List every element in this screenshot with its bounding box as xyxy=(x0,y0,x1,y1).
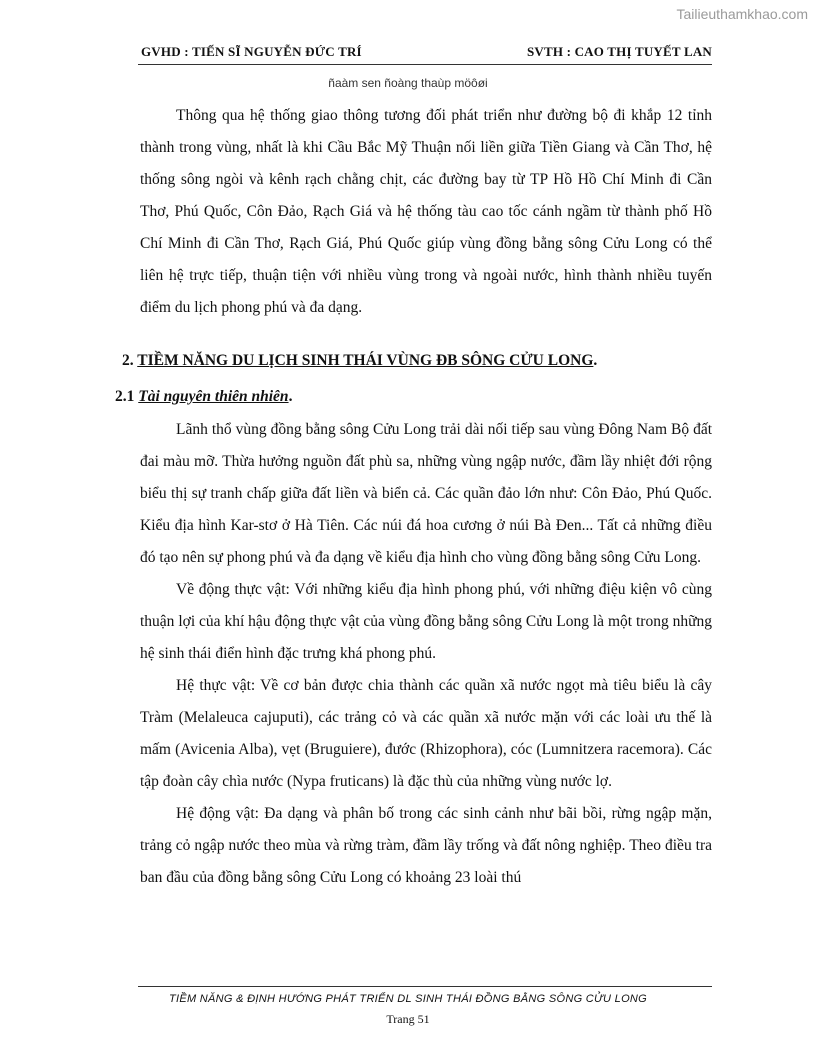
footer-title: TIỀM NĂNG & ĐỊNH HƯỚNG PHÁT TRIỂN DL SINH THÁI ĐỒNG BẰNG SÔNG CỬU LONG xyxy=(168,993,648,1005)
paragraph-fauna-flora: Về động thực vật: Với những kiểu địa hình phong phú, với những điệu kiện vô cùng thuận lợi của khí hậu động thực vật của vùng đồng bằng sông Cửu Long là một trong những hệ sinh thái điển hình đặc trưng khá phong phú. xyxy=(140,581,712,662)
subsection-heading xyxy=(115,388,292,406)
intro-paragraph: Thông qua hệ thống giao thông tương đối phát triển như đường bộ đi khắp 12 tỉnh thành trong vùng, nhất là khi Cầu Bắc Mỹ Thuận nối liền giữa Tiền Giang và Cần Thơ, hệ thống sông ngòi và kênh rạch chằng chịt, các đường bay từ TP Hồ Hồ Chí Minh đi Cần Thơ, Phú Quốc, Côn Đảo, Rạch Giá và hệ thống tàu cao tốc cánh ngầm từ thành phố Hồ Chí Minh đi Cần Thơ, Rạch Giá, Phú Quốc giúp vùng đồng bằng sông Cửu Long có thể liên hệ trực tiếp, thuận tiện với nhiều vùng trong và ngoài nước, hình thành nhiều tuyến điểm du lịch phong phú và đa dạng. xyxy=(140,107,712,316)
page-subtitle: ñaàm sen ñoàng thaùp möôøi xyxy=(328,76,488,90)
body-block xyxy=(140,414,712,894)
paragraph-flora: Hệ thực vật: Về cơ bản được chia thành các quần xã nước ngọt mà tiêu biểu là cây Tràm (Melaleuca cajuputi), các trảng cỏ và các quần xã nước mặn với các loài ưu thế là mấm (Avicenia Alba), vẹt (Bruguiere), đước (Rhizophora), cóc (Lumnitzera racemora). Các tập đoàn cây chìa nước (Nypa fruticans) là đặc thù của những vùng nước lợ. xyxy=(140,677,712,790)
paragraph-terrain: Lãnh thổ vùng đồng bằng sông Cửu Long trải dài nối tiếp sau vùng Đông Nam Bộ đất đai màu mỡ. Thừa hưởng nguồn đất phù sa, những vùng ngập nước, đầm lầy nhiệt đới rộng biểu thị sự tranh chấp giữa đất liền và biển cả. Các quần đảo lớn như: Côn Đảo, Phú Quốc. Kiểu địa hình Kar-stơ ở Hà Tiên. Các núi đá hoa cương ở núi Bà Đen... Tất cả những điều đó tạo nên sự phong phú và đa dạng về kiểu địa hình cho vùng đồng bằng sông Cửu Long. xyxy=(140,421,712,566)
section-suffix: . xyxy=(593,352,598,369)
header-student: SVTH : CAO THỊ TUYẾT LAN xyxy=(526,44,712,59)
section-heading xyxy=(122,352,597,370)
footer-divider xyxy=(138,986,712,987)
header-divider xyxy=(138,64,712,65)
watermark: Tailieuthamkhao.com xyxy=(676,6,808,22)
intro-block xyxy=(140,100,712,324)
section-number: 2. xyxy=(122,352,134,369)
page-number: Trang 51 xyxy=(386,1012,430,1026)
subsection-title: Tài nguyên thiên nhiên xyxy=(138,388,289,405)
header-supervisor: GVHD : TIẾN SĨ NGUYỄN ĐỨC TRÍ xyxy=(141,44,362,59)
paragraph-fauna: Hệ động vật: Đa dạng và phân bố trong các sinh cảnh như bãi bồi, rừng ngập mặn, trảng cỏ ngập nước theo mùa và rừng tràm, đầm lầy trống và đất nông nghiệp. Theo điều tra ban đầu của đồng bằng sông Cửu Long có khoảng 23 loài thú xyxy=(140,805,712,886)
subsection-suffix: . xyxy=(288,388,293,405)
subsection-number: 2.1 xyxy=(115,388,135,405)
section-title: TIỀM NĂNG DU LỊCH SINH THÁI VÙNG ĐB SÔNG CỬU LONG xyxy=(137,352,594,369)
